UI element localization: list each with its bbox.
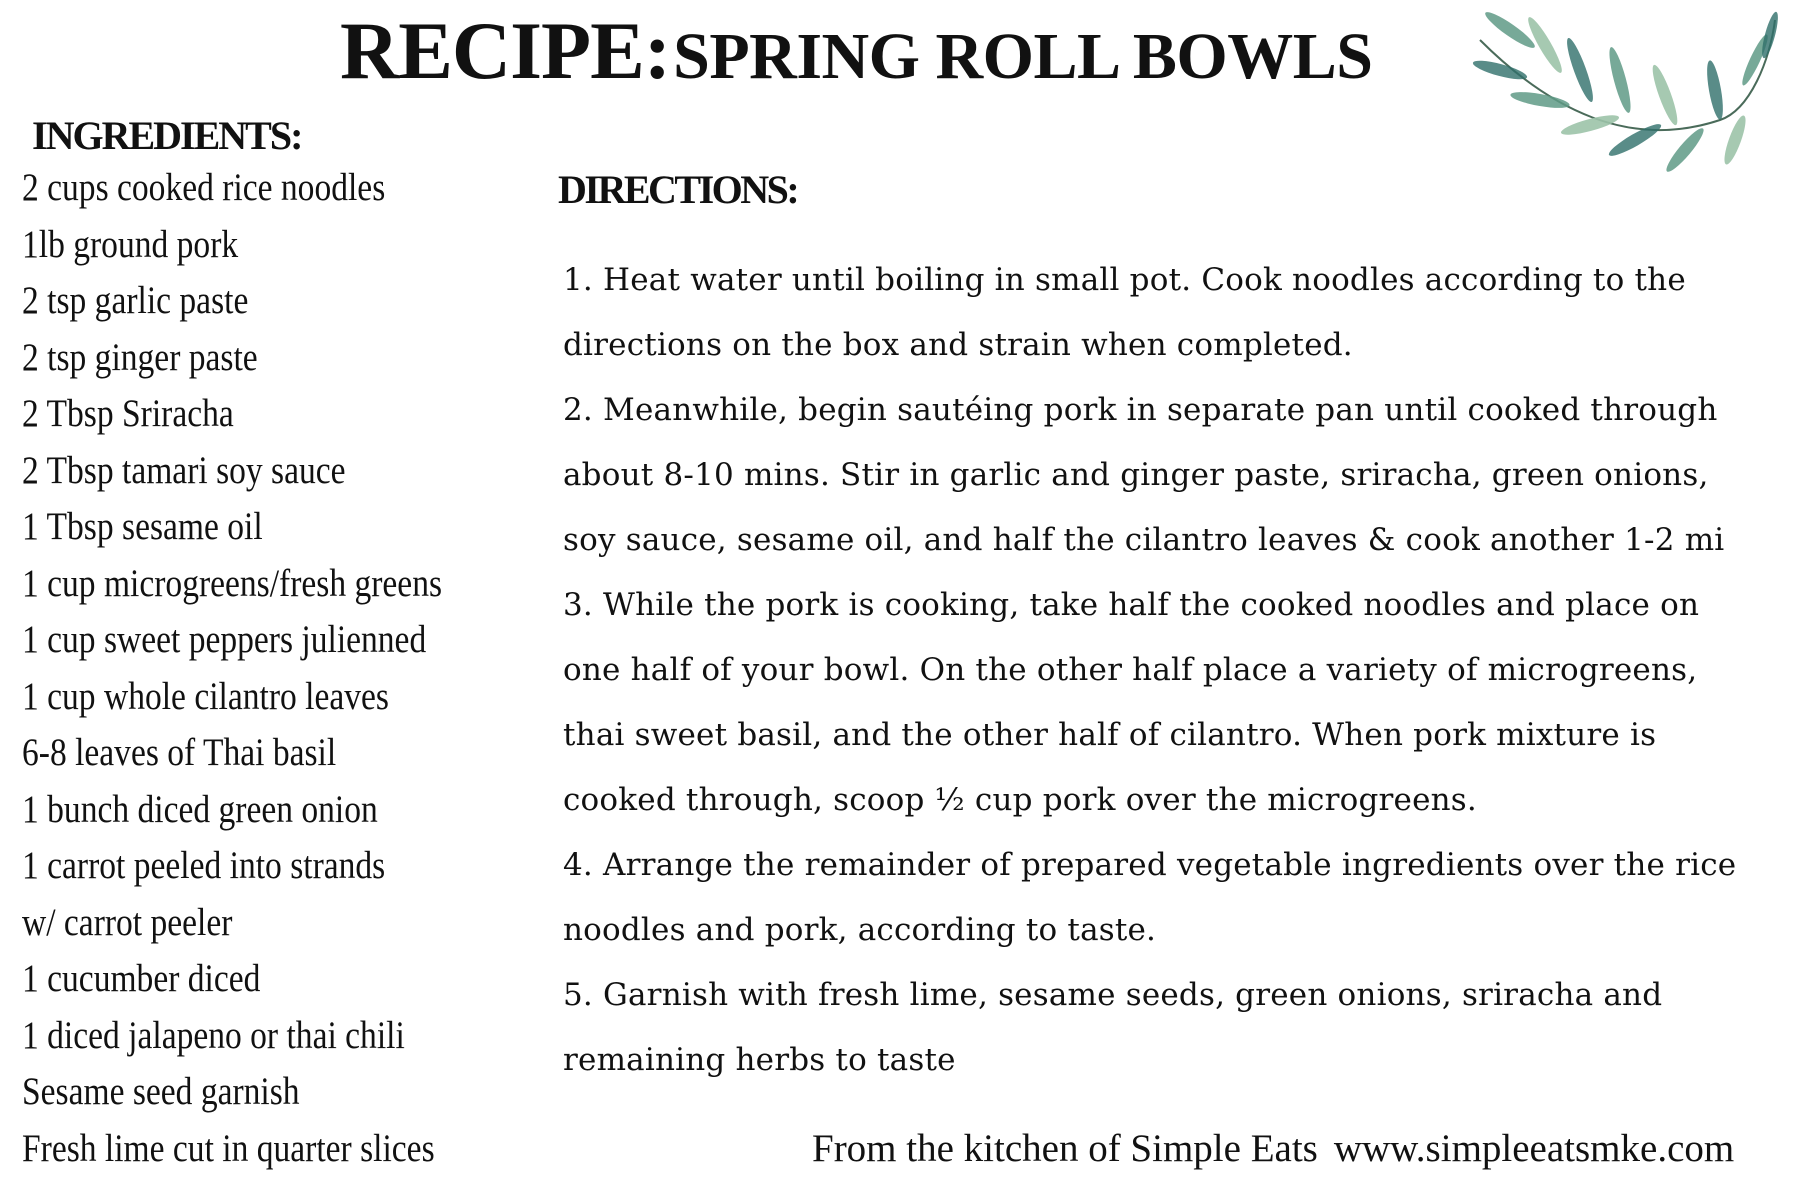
direction-line: 3. While the pork is cooking, take half the cooked noodles and place on [563,587,1700,623]
direction-line: thai sweet basil, and the other half of cilantro. When pork mixture is [563,717,1657,753]
ingredient-item: 1 Tbsp sesame oil [22,505,263,548]
herb-sprig-illustration [1470,0,1790,190]
ingredient-item: 1 bunch diced green onion [22,787,378,831]
ingredients-list [22,160,442,1177]
direction-line: about 8-10 mins. Stir in garlic and ginger paste, sriracha, green onions, [563,457,1709,493]
ingredient-item: 1 diced jalapeno or thai chili [22,1013,405,1057]
direction-line: one half of your bowl. On the other half place a variety of microgreens, [563,652,1698,688]
footer-kitchen-text: From the kitchen of Simple Eats [812,1127,1318,1170]
direction-line: remaining herbs to taste [563,1042,956,1078]
ingredient-item: 2 cups cooked rice noodles [22,166,386,209]
ingredient-item: 1 carrot peeled into strands [22,844,386,887]
direction-line: 4. Arrange the remainder of prepared vegetable ingredients over the rice [563,847,1737,883]
ingredient-item: 1 cup sweet peppers julienned [22,618,427,661]
directions-body [563,248,1800,1093]
ingredient-item: 1 cucumber diced [22,957,261,1000]
direction-line: 5. Garnish with fresh lime, sesame seeds, green onions, sriracha and [563,977,1663,1013]
direction-line: 1. Heat water until boiling in small pot. Cook noodles according to the [563,262,1686,298]
leaves [1471,8,1781,175]
ingredient-item: 2 Tbsp tamari soy sauce [22,448,346,492]
ingredient-item: Sesame seed garnish [22,1070,300,1113]
recipe-title [340,5,1373,96]
direction-line: cooked through, scoop ½ cup pork over the microgreens. [563,782,1477,818]
ingredients-heading: INGREDIENTS: [32,113,302,158]
ingredient-item: 6-8 leaves of Thai basil [22,731,337,774]
ingredient-item: 2 tsp ginger paste [22,335,258,379]
direction-line: 2. Meanwhile, begin sautéing pork in separate pan until cooked through [563,392,1718,428]
title-prefix: RECIPE: [340,5,671,96]
ingredient-item: w/ carrot peeler [22,900,233,944]
ingredient-item: 2 Tbsp Sriracha [22,392,234,435]
ingredient-item: 1lb ground pork [22,222,239,266]
footer-website: www.simpleeatsmke.com [1333,1127,1735,1170]
title-recipe-name: SPRING ROLL BOWLS [673,20,1373,93]
direction-line: soy sauce, sesame oil, and half the cilantro leaves & cook another 1-2 mi [563,522,1725,558]
direction-line: directions on the box and strain when completed. [563,327,1353,363]
ingredient-item: 1 cup microgreens/fresh greens [22,561,443,605]
footer-credit [812,1126,1734,1171]
directions-heading: DIRECTIONS: [558,167,798,212]
ingredient-item: 1 cup whole cilantro leaves [22,674,389,718]
direction-line: noodles and pork, according to taste. [563,912,1157,948]
ingredient-item: Fresh lime cut in quarter slices [22,1126,435,1170]
ingredient-item: 2 tsp garlic paste [22,279,249,322]
